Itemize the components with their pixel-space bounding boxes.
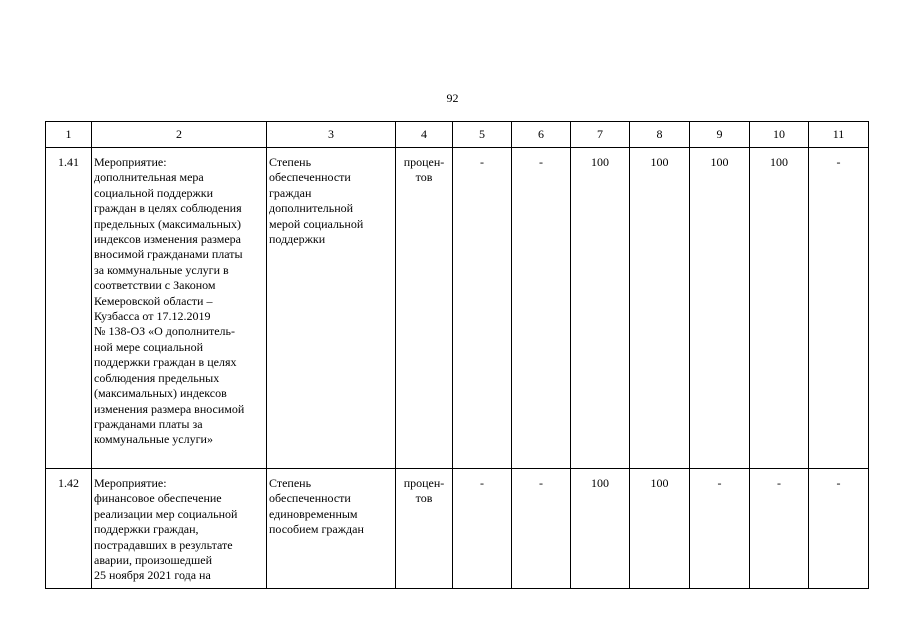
value-cell: 100 (571, 148, 630, 469)
value-cell: 100 (571, 469, 630, 589)
column-header: 9 (690, 122, 750, 148)
value-cell: - (750, 469, 809, 589)
indicator-name: Степень обеспеченности единовременным пособием граждан (267, 469, 396, 589)
value-cell: - (512, 148, 571, 469)
value-cell: 100 (750, 148, 809, 469)
column-header: 8 (630, 122, 690, 148)
column-header: 4 (396, 122, 453, 148)
row-number: 1.42 (46, 469, 92, 589)
value-cell: - (453, 148, 512, 469)
table-row (46, 148, 869, 469)
value-cell: - (690, 469, 750, 589)
indicator-name: Степень обеспеченности граждан дополнительной мерой социальной поддержки (267, 148, 396, 469)
unit-of-measure: процен- тов (396, 148, 453, 469)
measure-description: Мероприятие: дополнительная мера социальной поддержки граждан в целях соблюдения предельных (максимальных) индексов изменения размера вносимой гражданами платы за коммунальные услуги в соответствии с Законом Кемеровской области – Кузбасса от 17.12.2019 № 138-ОЗ «О дополнитель- ной мере социальной поддержки граждан в целях соблюдения предельных (максимальных) индексов изменения размера вносимой гражданами платы за коммунальные услуги» (92, 148, 267, 469)
row-number: 1.41 (46, 148, 92, 469)
column-header: 5 (453, 122, 512, 148)
column-header: 10 (750, 122, 809, 148)
unit-of-measure: процен- тов (396, 469, 453, 589)
program-indicators-table (45, 121, 869, 589)
value-cell: 100 (690, 148, 750, 469)
page-number: 92 (446, 91, 459, 105)
column-header: 1 (46, 122, 92, 148)
value-cell: - (453, 469, 512, 589)
value-cell: - (809, 469, 869, 589)
value-cell: - (809, 148, 869, 469)
column-header: 6 (512, 122, 571, 148)
measure-description: Мероприятие: финансовое обеспечение реализации мер социальной поддержки граждан, пострадавших в результате аварии, произошедшей 25 ноября 2021 года на (92, 469, 267, 589)
value-cell: 100 (630, 148, 690, 469)
column-header: 2 (92, 122, 267, 148)
column-header: 7 (571, 122, 630, 148)
column-header: 3 (267, 122, 396, 148)
table-row (46, 469, 869, 589)
column-header: 11 (809, 122, 869, 148)
table-header-row (46, 122, 869, 148)
value-cell: 100 (630, 469, 690, 589)
value-cell: - (512, 469, 571, 589)
